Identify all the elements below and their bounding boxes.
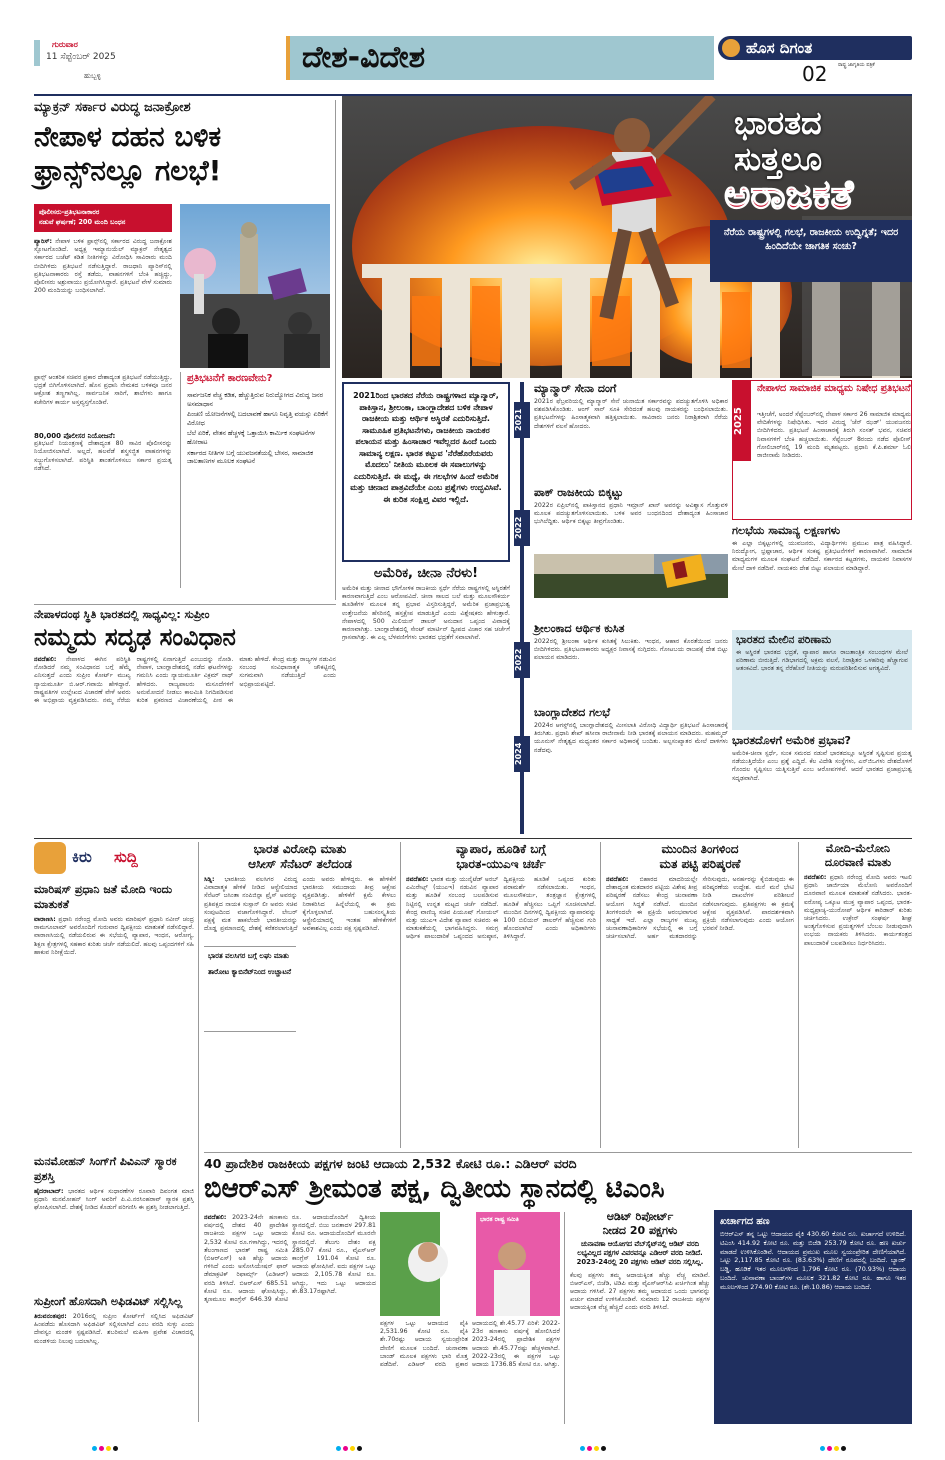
timeline-item: [514, 706, 728, 834]
red-box-line-2: ನಡುವೆ ಘರ್ಷಣೆ; 200 ಮಂದಿ ಬಂಧನ: [39, 218, 126, 226]
nepal-box: [732, 380, 912, 520]
timeline-item: [514, 622, 728, 702]
lead-dateline: ಪ್ಯಾರಿಸ್:: [34, 238, 53, 245]
intro-box: [342, 382, 510, 562]
lead-headline-1: ನೇಪಾಳ ದಹನ ಬಳಿಕ: [34, 120, 222, 153]
suddi-label: ಸುದ್ದಿ: [114, 848, 138, 866]
expense-box: [714, 1210, 912, 1424]
mid-kicker: ವ್ಯಾಪಾರ, ಹೂಡಿಕೆ ಬಗ್ಗೆ: [456, 842, 546, 856]
impact-title: ಭಾರತದ ಮೇಲಿನ ಪರಿಣಾಮ: [736, 634, 832, 646]
us-china-body: ಅಮೆರಿಕ ಮತ್ತು ಚೀನಾದ ಭೌಗೋಳಿಕ ರಾಜಕೀಯ ಸ್ಪರ್ಧೆ ನೆರೆಯ ರಾಷ್ಟ್ರಗಳಲ್ಲಿ ಅಸ್ಥಿರತೆಗೆ ಕಾರಣವಾಗುತ್ತಿದೆ ಎಂಬ ಆರೋಪವಿದೆ. ಚೀನಾ ಸಾಲದ ಬಲೆ ಮತ್ತು ಮೂಲಸೌಕರ್ಯ ಹೂಡಿಕೆಗಳ ಮೂಲಕ ತನ್ನ ಪ್ರಭಾವ ವಿಸ್ತರಿಸುತ್ತಿದ್ದರೆ, ಅಮೆರಿಕ ಪ್ರಜಾಪ್ರಭುತ್ವ ಉತ್ತೇಜನೆಯ ಹೆಸರಿನಲ್ಲಿ ಹಸ್ತಕ್ಷೇಪ ಮಾಡುತ್ತಿದೆ ಎಂದು ವಿಶ್ಲೇಷಕರು ಹೇಳುತ್ತಾರೆ. ನೇಪಾಳದಲ್ಲಿ 500 ಮಿಲಿಯನ್ ಡಾಲರ್ ಅನುದಾನ ಒಪ್ಪಂದ ವಿವಾದಕ್ಕೆ ಕಾರಣವಾಗಿತ್ತು. ಬಾಂಗ್ಲಾದೇಶದಲ್ಲಿ ಸೇಂಟ್ ಮಾರ್ಟಿನ್ ದ್ವೀಪದ ವಿಚಾರ ಸಹ ಚರ್ಚೆಗೆ ಗ್ರಾಸವಾಗಿತ್ತು. ಈ ಎಲ್ಲ ಬೆಳವಣಿಗೆಗಳು ಭಾರತದ ಭದ್ರತೆಗೆ ಸವಾಲಾಗಿವೆ.: [342, 585, 510, 642]
lead-body-3: [34, 432, 172, 554]
pullquote-a: ಭಾರತ ವಲಸಿಗರ ಬಗ್ಗೆ ಲಘು ಮಾತು: [208, 952, 289, 960]
red-box-line-1: ಪೊಲೀಸರು-ಪ್ರತಿಭಟನಾಕಾರರ: [39, 208, 100, 216]
mid-article: [204, 842, 396, 1148]
brs-photo: [380, 1212, 560, 1316]
us-china-article: [342, 566, 510, 836]
nepal-year-tab: 2025: [733, 381, 751, 461]
brief-title: ಸುಪ್ರೀಂಗೆ ಹೊಸದಾಗಿ ಅಫಿಡವಿಟ್ ಸಲ್ಲಿಸಿಲ್ಲ: [34, 1295, 183, 1308]
lead-body: [34, 238, 172, 372]
mid-body-text: ಪ್ರಧಾನಿ ನರೇಂದ್ರ ಮೋದಿ ಅವರು ಇಟಲಿ ಪ್ರಧಾನಿ ಜಾರ್ಜಿಯಾ ಮೆಲೋನಿ ಅವರೊಂದಿಗೆ ದೂರವಾಣಿ ಮೂಲಕ ಮಾತುಕತೆ ನಡೆಸಿದರು. ಭಾರತ-ಐರೋಪ್ಯ ಒಕ್ಕೂಟ ಮುಕ್ತ ವ್ಯಾಪಾರ ಒಪ್ಪಂದ, ಭಾರತ-ಮಧ್ಯಪ್ರಾಚ್ಯ-ಯುರೋಪ್ ಆರ್ಥಿಕ ಕಾರಿಡಾರ್ ಕುರಿತು ಚರ್ಚಿಸಿದರು. ಉಕ್ರೇನ್ ಸಂಘರ್ಷ ಶೀಘ್ರ ಅಂತ್ಯಗೊಳಿಸುವ ಪ್ರಯತ್ನಗಳಿಗೆ ಬೆಂಬಲ ನೀಡುವುದಾಗಿ ಉಭಯ ನಾಯಕರು ತಿಳಿಸಿದರು. ಕಾರ್ಯತಂತ್ರದ ಪಾಲುದಾರಿಕೆ ಬಲಪಡಿಸಲು ನಿರ್ಧರಿಸಿದರು.: [804, 874, 912, 947]
timeline-title: ಮ್ಯಾನ್ಮಾರ್ ಸೇನಾ ದಂಗೆ: [534, 382, 617, 395]
mid-dateline: ಸಿಡ್ನಿ:: [204, 876, 215, 883]
timeline-item: [514, 486, 728, 596]
hero-feature: [342, 96, 912, 378]
common-features-title: ಗಲಭೆಯ ಸಾಮಾನ್ಯ ಲಕ್ಷಣಗಳು: [732, 524, 841, 537]
brs-article: [204, 1156, 912, 1426]
date-block: [34, 40, 282, 90]
timeline-title: ಪಾಕ್ ರಾಜಕೀಯ ಬಿಕ್ಕಟ್ಟು: [534, 486, 624, 499]
why-point: ಪಿಂಚಣಿ ಯೋಜನೆಗಳಲ್ಲಿ ಬದಲಾವಣೆ ಹಾಗೂ ನಿವೃತ್ತಿ ವಯಸ್ಸು ಏರಿಕೆಗೆ ವಿರೋಧ: [187, 410, 328, 427]
date-label: 11 ಸೆಪ್ಟೆಂಬರ್ 2025: [46, 52, 116, 62]
common-features: [732, 524, 912, 628]
expense-title: ಖರ್ಚಾಗದ ಹಣ: [720, 1216, 770, 1227]
kiru-suddi: [34, 842, 194, 1422]
mid-body: [606, 876, 794, 1148]
brief-body: [34, 1313, 194, 1397]
us-influence: [732, 734, 912, 834]
why-title: ಪ್ರತಿಭಟನೆಗೆ ಕಾರಣವೇನು?: [187, 373, 273, 384]
brs-body-mid: ಪಕ್ಷಗಳ ಒಟ್ಟು ಆದಾಯದ ಪೈಕಿ 2,531.96 ಕೋಟಿ ರೂ. ಪೈಕಿ ಶೇ.70ರಷ್ಟು ಆದಾಯ ಸ್ವಯಂಪ್ರೇರಿತ ದೇಣಿಗೆ ಮೂಲಕ ಬಂದಿದೆ. ಚುನಾವಣಾ ಬಾಂಡ್ ಮೂಲಕ ಪಕ್ಷಗಳು ಭಾರಿ ಮೊತ್ತ ಪಡೆದಿವೆ. ಎಡಿಆರ್ ವರದಿ ಪ್ರಕಾರ ಆದಾಯದಲ್ಲಿ ಶೇ.45.77 ಏರಿಕೆ: 2022-23ರ ಹಣಕಾಸು ವರ್ಷಕ್ಕೆ ಹೋಲಿಸಿದರೆ 2023-24ರಲ್ಲಿ ಪ್ರಾದೇಶಿಕ ಪಕ್ಷಗಳ ಆದಾಯ ಶೇ.45.77ರಷ್ಟು ಹೆಚ್ಚಳವಾಗಿದೆ. 2022-23ರಲ್ಲಿ ಈ ಪಕ್ಷಗಳ ಒಟ್ಟು ಆದಾಯ 1736.85 ಕೋಟಿ ರೂ. ಆಗಿತ್ತು.: [380, 1320, 560, 1369]
hero-title-2: ಸುತ್ತಲೂ: [734, 140, 823, 178]
intro-text: 2021ರಿಂದ ಭಾರತದ ನೆರೆಯ ರಾಷ್ಟ್ರಗಳಾದ ಮ್ಯಾನ್ಮಾರ್, ಪಾಕಿಸ್ತಾನ, ಶ್ರೀಲಂಕಾ, ಬಾಂಗ್ಲಾದೇಶದ ಬಳಿಕ ನೇಪಾಳ ರಾಜಕೀಯ ಮತ್ತು ಆರ್ಥಿಕ ಅಸ್ಥಿರತೆ ಎದುರಿಸುತ್ತಿದೆ. ಸಾಮೂಹಿಕ ಪ್ರತಿಭಟನೆಗಳು, ರಾಜಕೀಯ ನಾಯಕರ ಪಲಾಯನ ಮತ್ತು ಹಿಂಸಾಚಾರ ಇವೆಲ್ಲದರ ಹಿಂದೆ ಒಂದು ಸಾಮಾನ್ಯ ಲಕ್ಷಣ. ಭಾರತ ಕಟ್ಟುವ 'ನೆರೆಹೊರೆಯವರು ಮೊದಲು' ನೀತಿಯ ಮೂಲಕ ಈ ಸವಾಲುಗಳನ್ನು ಎದುರಿಸುತ್ತಿದೆ. ಈ ಮಧ್ಯೆ, ಈ ಗಲಭೆಗಳ ಹಿಂದೆ ಅಮೆರಿಕ ಮತ್ತು ಚೀನಾದ ಪಾತ್ರವಿದೆಯೇ ಎಂಬ ಪ್ರಶ್ನೆಗಳು ಉದ್ಭವಿಸಿವೆ. ಈ ಕುರಿತ ಸಂಕ್ಷಿಪ್ತ ವಿವರ ಇಲ್ಲಿದೆ.: [350, 391, 502, 504]
constitution-body-text: ನೇಪಾಳದ ಈಗಿನ ಪರಿಸ್ಥಿತಿ ನೋಡಿದರೆ ನಮ್ಮ ಸಂವಿಧಾನದ ಬಗ್ಗೆ ಹೆಮ್ಮೆ ಎನಿಸುತ್ತದೆ ಎಂದು ಸುಪ್ರೀಂ ಕೋರ್ಟ್ ಮುಖ್ಯ ನ್ಯಾಯಮೂರ್ತಿ ಬಿ.ಆರ್.ಗವಾಯಿ ಹೇಳಿದ್ದಾರೆ. ರಾಷ್ಟ್ರಪತಿಗಳ ಉಲ್ಲೇಖದ ವಿಚಾರಣೆ ವೇಳೆ ಅವರು ಈ ಅಭಿಪ್ರಾಯ ವ್ಯಕ್ತಪಡಿಸಿದರು. ನಮ್ಮ ನೆರೆಯ ರಾಷ್ಟ್ರಗಳಲ್ಲಿ ಏನಾಗುತ್ತಿದೆ ಎಂಬುದನ್ನು ನೋಡಿ. ನೇಪಾಳ, ಬಾಂಗ್ಲಾದೇಶದಲ್ಲಿ ನಡೆದ ಘಟನೆಗಳನ್ನು ಗಮನಿಸಿ ಎಂದು ನ್ಯಾಯಮೂರ್ತಿ ವಿಕ್ರಮ್ ನಾಥ್ ಹೇಳಿದರು. ರಾಜ್ಯಪಾಲರು ಮಸೂದೆಗಳಿಗೆ ಅನುಮೋದನೆ ನೀಡಲು ಕಾಲಮಿತಿ ನಿಗದಿಪಡಿಸುವ ಕುರಿತ ಪ್ರಕರಣದ ವಿಚಾರಣೆಯಲ್ಲಿ ಪೀಠ ಈ ಮಾತು ಹೇಳಿದೆ. ಕೇಂದ್ರ ಮತ್ತು ರಾಜ್ಯಗಳ ನಡುವಿನ ಸಂಬಂಧ ಸಂವಿಧಾನಾತ್ಮಕ ಚೌಕಟ್ಟಿನಲ್ಲಿ ಸುಗಮವಾಗಿ ನಡೆಯುತ್ತಿದೆ ಎಂದು ಅಭಿಪ್ರಾಯಪಟ್ಟಿದೆ.: [34, 656, 336, 705]
mid-dateline: ನವದೆಹಲಿ:: [606, 876, 629, 883]
lead-article: [34, 100, 330, 600]
adr-box: [570, 1210, 710, 1424]
mid-kicker: ಭಾರತ ವಿರೋಧಿ ಮಾತು: [253, 842, 347, 856]
timeline-body: 2021ರ ಫೆಬ್ರವರಿಯಲ್ಲಿ ಮ್ಯಾನ್ಮಾರ್ ಸೇನೆ ಚುನಾಯಿತ ಸರ್ಕಾರವನ್ನು ಪದಚ್ಯುತಗೊಳಿಸಿ ಅಧಿಕಾರ ವಶಪಡಿಸಿಕೊಂಡಿತು. ಆಂಗ್ ಸಾನ್ ಸೂಕಿ ಸೇರಿದಂತೆ ಹಲವು ನಾಯಕರನ್ನು ಬಂಧಿಸಲಾಯಿತು. ಪ್ರತಿಭಟನೆಗಳನ್ನು ಹಿಂಸಾತ್ಮಕವಾಗಿ ಹತ್ತಿಕ್ಕಲಾಯಿತು. ಸಾವಿರಾರು ಜನರು ನಿರಾಶ್ರಿತರಾಗಿ ನೆರೆಯ ದೇಶಗಳಿಗೆ ವಲಸೆ ಹೋದರು.: [534, 398, 728, 430]
hero-title-1: ಭಾರತದ: [734, 104, 822, 142]
mid-dateline: ನವದೆಹಲಿ:: [406, 876, 429, 883]
mid-headline: ದೂರವಾಣಿ ಮಾತು: [824, 856, 892, 869]
logo-icon: [722, 39, 740, 57]
brief-title: ಮನಮೋಹನ್ ಸಿಂಗ್‌ಗೆ ಪಿವಿಎನ್ ಸ್ಮಾರಕ ಪ್ರಶಸ್ತಿ: [34, 1155, 177, 1183]
brs-dateline: ನವದೆಹಲಿ:: [204, 1214, 227, 1221]
paper-logo: [718, 36, 912, 88]
mid-headline: ಆಸೀಸ್ ಸೆನೆಟರ್ ತಲೆದಂಡ: [248, 857, 352, 871]
mid-body-text: ಬಿಹಾರದ ಮಾದರಿಯಲ್ಲೇ ದೇಶಾದ್ಯಂತ ಮತದಾರರ ಪಟ್ಟಿಯ ವಿಶೇಷ ತೀವ್ರ ಪರಿಷ್ಕರಣೆ ನಡೆಸಲು ಕೇಂದ್ರ ಚುನಾವಣಾ ಆಯೋಗ ಸಿದ್ಧತೆ ನಡೆಸಿದೆ. ಮುಂದಿನ ತಿಂಗಳಿಂದಲೇ ಈ ಪ್ರಕ್ರಿಯೆ ಆರಂಭವಾಗುವ ಸಾಧ್ಯತೆ ಇದೆ. ಎಲ್ಲಾ ರಾಜ್ಯಗಳ ಮುಖ್ಯ ಚುನಾವಣಾಧಿಕಾರಿಗಳ ಸಭೆಯಲ್ಲಿ ಈ ಬಗ್ಗೆ ಚರ್ಚಿಸಲಾಗಿದೆ. ಅರ್ಹ ಮತದಾರರನ್ನು ಸೇರಿಸುವುದು, ಅನರ್ಹರನ್ನು ಕೈಬಿಡುವುದು ಈ ಪರಿಷ್ಕರಣೆಯ ಉದ್ದೇಶ. ಮನೆ ಮನೆ ಭೇಟಿ ನೀಡಿ ದಾಖಲೆಗಳ ಪರಿಶೀಲನೆ ನಡೆಸಲಾಗುವುದು. ಪ್ರತಿಪಕ್ಷಗಳು ಈ ಕ್ರಮಕ್ಕೆ ಆಕ್ಷೇಪ ವ್ಯಕ್ತಪಡಿಸಿವೆ. ಪಾರದರ್ಶಕವಾಗಿ ಪ್ರಕ್ರಿಯೆ ನಡೆಸಲಾಗುವುದು ಎಂದು ಆಯೋಗ ಭರವಸೆ ನೀಡಿದೆ.: [606, 876, 794, 941]
brief-item: [34, 1154, 194, 1288]
brief-dateline: ಹೈದರಾಬಾದ್:: [34, 1188, 64, 1195]
masthead: [34, 36, 912, 92]
why-point: ಬೆಲೆ ಏರಿಕೆ, ವೇತನ ಹೆಚ್ಚಳಕ್ಕೆ ಒತ್ತಾಯಿಸಿ ಕಾರ್ಮಿಕ ಸಂಘಟನೆಗಳ ಹೋರಾಟ: [187, 429, 315, 446]
print-registration-marks: [336, 1436, 364, 1455]
pullquote-b: ತಾರೋಟ ಕ್ಯಾಬಿನೆಟ್‌ನಿಂದ ಉಚ್ಚಾಟನೆ: [208, 968, 292, 976]
us-china-title: ಅಮೆರಿಕ, ಚೀನಾ ನೆರಳು!: [373, 566, 479, 581]
kiru-suddi-logo: [34, 842, 184, 878]
adr-body: ಕೆಲವು ಪಕ್ಷಗಳು ತಮ್ಮ ಆದಾಯಕ್ಕಿಂತ ಹೆಚ್ಚು ವೆಚ್ಚ ಮಾಡಿವೆ. ಬಿಆರ್‌ಎಸ್, ಬಿಜೆಡಿ, ಟಿಡಿಪಿ ಮತ್ತು ವೈಎಸ್‌ಆರ್‌ಸಿಪಿ ಖರ್ಚಿಗಿಂತ ಹೆಚ್ಚು ಆದಾಯ ಗಳಿಸಿವೆ. 27 ಪಕ್ಷಗಳು ತಮ್ಮ ಆದಾಯದ ಒಂದು ಭಾಗವನ್ನು ಖರ್ಚು ಮಾಡದೆ ಉಳಿಸಿಕೊಂಡಿವೆ. ಸುಮಾರು 12 ರಾಜಕೀಯ ಪಕ್ಷಗಳ ಆದಾಯಕ್ಕಿಂತ ವೆಚ್ಚ ಹೆಚ್ಚಿದೆ ಎಂದು ವರದಿ ತಿಳಿಸಿದೆ.: [570, 1271, 710, 1312]
constitution-body: [34, 656, 336, 832]
timeline-body: 2022ರ ಏಪ್ರಿಲ್‌ನಲ್ಲಿ ಪಾಕಿಸ್ತಾನದ ಪ್ರಧಾನಿ ಇಮ್ರಾನ್ ಖಾನ್ ಅವರನ್ನು ಅವಿಶ್ವಾಸ ಗೊತ್ತುವಳಿ ಮೂಲಕ ಪದಚ್ಯುತಗೊಳಿಸಲಾಯಿತು. ಬಳಿಕ ಅವರ ಬಂಧನದಿಂದ ದೇಶಾದ್ಯಂತ ಹಿಂಸಾಚಾರ ಭುಗಿಲೆದ್ದಿತು. ಆರ್ಥಿಕ ಬಿಕ್ಕಟ್ಟು ತೀವ್ರಗೊಂಡಿತು.: [534, 502, 728, 526]
adr-intro: ಚುನಾವಣಾ ಆಯೋಗದ ವೆಬ್‌ಸೈಟ್‌ನಲ್ಲಿ ಆಡಿಟ್ ವರದಿ ಲಭ್ಯವಿಲ್ಲದ ಪಕ್ಷಗಳ ವಿವರವನ್ನೂ ಎಡಿಆರ್ ವರದಿ ನೀಡಿದೆ. 2023-24ರಲ್ಲಿ 20 ಪಕ್ಷಗಳು ಆಡಿಟ್ ವರದಿ ಸಲ್ಲಿಸಿಲ್ಲ.: [576, 1240, 704, 1267]
mid-article: [804, 842, 912, 1148]
year-tab: 2022: [514, 642, 530, 678]
adr-title-b: ನೀಡದ 20 ಪಕ್ಷಗಳು: [602, 1224, 678, 1237]
party-leaders-image: [380, 1212, 560, 1316]
mid-body: [406, 876, 596, 1148]
timeline-body: 2024ರ ಆಗಸ್ಟ್‌ನಲ್ಲಿ ಬಾಂಗ್ಲಾದೇಶದಲ್ಲಿ ಮೀಸಲಾತಿ ವಿರೋಧಿ ವಿದ್ಯಾರ್ಥಿ ಪ್ರತಿಭಟನೆ ಹಿಂಸಾಚಾರಕ್ಕೆ ತಿರುಗಿತು. ಪ್ರಧಾನಿ ಶೇಖ್ ಹಸೀನಾ ರಾಜೀನಾಮೆ ನೀಡಿ ಭಾರತಕ್ಕೆ ಪಲಾಯನ ಮಾಡಿದರು. ಮಹಮ್ಮದ್ ಯೂನುಸ್ ನೇತೃತ್ವದ ಮಧ್ಯಂತರ ಸರ್ಕಾರ ಅಧಿಕಾರಕ್ಕೆ ಬಂದಿತು. ಅಲ್ಪಸಂಖ್ಯಾತರ ಮೇಲೆ ದಾಳಿಗಳು ನಡೆದವು.: [534, 722, 728, 754]
mid-headline: ಮತ ಪಟ್ಟಿ ಪರಿಷ್ಕರಣೆ: [659, 857, 741, 871]
why-box: [180, 372, 330, 588]
brs-body-text: 2023-24ನೇ ಹಣಕಾಸು ವರ್ಷದಲ್ಲಿ ದೇಶದ 40 ಪ್ರಾದೇಶಿಕ ರಾಜಕೀಯ ಪಕ್ಷಗಳ ಒಟ್ಟು ಆದಾಯ 2,532 ಕೋಟಿ ರೂ.ಗಳಾಗಿದ್ದು, ಇದರಲ್ಲಿ ತೆಲಂಗಾಣದ ಭಾರತ್ ರಾಷ್ಟ್ರ ಸಮಿತಿ (ಬಿಆರ್‌ಎಸ್) ಅತಿ ಹೆಚ್ಚು ಆದಾಯ ಗಳಿಸಿದೆ ಎಂದು ಅಸೋಸಿಯೇಷನ್ ಫಾರ್ ಡೆಮಾಕ್ರಟಿಕ್ ರಿಫಾರ್ಮ್ಸ್ (ಎಡಿಆರ್) ವರದಿ ತಿಳಿಸಿದೆ. ಬಿಆರ್‌ಎಸ್ 685.51 ಕೋಟಿ ರೂ. ಆದಾಯ ಘೋಷಿಸಿದ್ದು, ತೃಣಮೂಲ ಕಾಂಗ್ರೆಸ್ 646.39 ಕೋಟಿ ರೂ. ಆದಾಯದೊಂದಿಗೆ ದ್ವಿತೀಯ ಸ್ಥಾನದಲ್ಲಿದೆ. ಬಿಜು ಜನತಾದಳ 297.81 ಕೋಟಿ ರೂ. ಆದಾಯದೊಂದಿಗೆ ಮೂರನೇ ಸ್ಥಾನದಲ್ಲಿದೆ. ತೆಲುಗು ದೇಶಂ ಪಕ್ಷ 285.07 ಕೋಟಿ ರೂ., ವೈಎಸ್‌ಆರ್ ಕಾಂಗ್ರೆಸ್ 191.04 ಕೋಟಿ ರೂ. ಆದಾಯ ಘೋಷಿಸಿವೆ. ಐದು ಪಕ್ಷಗಳ ಒಟ್ಟು ಆದಾಯ 2,105.78 ಕೋಟಿ ರೂ. ಆಗಿದ್ದು, ಇದು ಒಟ್ಟು ಆದಾಯದ ಶೇ.83.17ರಷ್ಟಾಗಿದೆ.: [204, 1214, 376, 1304]
france-protest-image: [180, 204, 330, 368]
mid-body: [804, 874, 912, 1144]
why-point: ಸಾರ್ವಜನಿಕ ವೆಚ್ಚ ಕಡಿತ, ಹೆಚ್ಚುತ್ತಿರುವ ನಿರುದ್ಯೋಗದ ವಿರುದ್ಧ ಜನರ ಅಸಮಾಧಾನ: [187, 391, 323, 408]
constitution-kicker: ನೇಪಾಳದಂಥ ಸ್ಥಿತಿ ಭಾರತದಲ್ಲಿ ಸಾಧ್ಯವಿಲ್ಲ: ಸುಪ್ರೀಂ: [34, 608, 210, 621]
expense-body: ಬಿಆರ್‌ಎಸ್ ತನ್ನ ಒಟ್ಟು ಆದಾಯದ ಪೈಕಿ 430.60 ಕೋಟಿ ರೂ. ಖರ್ಚಾಗದೆ ಉಳಿದಿದೆ. ಟಿಎಂಸಿ 414.92 ಕೋಟಿ ರೂ. ಮತ್ತು ಬಿಜೆಡಿ 253.79 ಕೋಟಿ ರೂ. ಹಣ ಖರ್ಚು ಮಾಡದೆ ಉಳಿಸಿಕೊಂಡಿವೆ. ಆದಾಯದ ಪ್ರಮುಖ ಮೂಲ ಸ್ವಯಂಪ್ರೇರಿತ ದೇಣಿಗೆಯಾಗಿದೆ. ಒಟ್ಟು 2,117.85 ಕೋಟಿ ರೂ. (83.63%) ದೇಣಿಗೆ ರೂಪದಲ್ಲಿ ಬಂದಿದೆ. ಬ್ಯಾಂಕ್ ಬಡ್ಡಿ, ಹೂಡಿಕೆ ಇತರ ಮೂಲಗಳಿಂದ 1,796 ಕೋಟಿ ರೂ. (70.93%) ಆದಾಯ ಬಂದಿದೆ. ಚುನಾವಣಾ ಬಾಂಡ್‌ಗಳ ಮೂಲಕ 321.82 ಕೋಟಿ ರೂ. ಹಾಗೂ ಇತರ ಮೂಲಗಳಿಂದ 274.90 ಕೋಟಿ ರೂ. (ಶೇ.10.86) ಆದಾಯ ಬಂದಿದೆ.: [720, 1230, 906, 1291]
kiru-suddi-icon: [34, 842, 66, 874]
year-tab: 2021: [514, 402, 530, 438]
day-label: ಗುರುವಾರ: [52, 40, 78, 49]
brief-dateline: ತಿರುವನಂತಪುರ:: [34, 1313, 67, 1320]
timeline-title: ಬಾಂಗ್ಲಾದೇಶದ ಗಲಭೆ: [534, 706, 611, 719]
mid-body-text: ಭಾರತ ಮತ್ತು ಯುನೈಟೆಡ್ ಅರಬ್ ಎಮಿರೇಟ್ಸ್ (ಯುಎಇ) ನಡುವಿನ ವ್ಯಾಪಾರ ಮತ್ತು ಹೂಡಿಕೆ ಸಂಬಂಧ ಬಲಪಡಿಸುವ ನಿಟ್ಟಿನಲ್ಲಿ ಉನ್ನತ ಮಟ್ಟದ ಚರ್ಚೆ ನಡೆದಿದೆ. ಕೇಂದ್ರ ವಾಣಿಜ್ಯ ಸಚಿವ ಪಿಯೂಷ್ ಗೋಯಲ್ ಮತ್ತು ಯುಎಇ ವಿದೇಶ ವ್ಯಾಪಾರ ಸಚಿವರು ಈ ಮಾತುಕತೆಯಲ್ಲಿ ಭಾಗವಹಿಸಿದ್ದರು. ಸಮಗ್ರ ಆರ್ಥಿಕ ಪಾಲುದಾರಿಕೆ ಒಪ್ಪಂದದ ಅನುಷ್ಠಾನ, ದ್ವಿಪಕ್ಷೀಯ ಹೂಡಿಕೆ ಒಪ್ಪಂದ ಕುರಿತು ಪರಾಮರ್ಶೆ ನಡೆಸಲಾಯಿತು. ಇಂಧನ, ಮೂಲಸೌಕರ್ಯ, ತಂತ್ರಜ್ಞಾನ ಕ್ಷೇತ್ರಗಳಲ್ಲಿ ಹೂಡಿಕೆ ಹೆಚ್ಚಿಸಲು ಒಪ್ಪಿಗೆ ಸೂಚಿಸಲಾಗಿದೆ. ಮುಂದಿನ ದಿನಗಳಲ್ಲಿ ದ್ವಿಪಕ್ಷೀಯ ವ್ಯಾಪಾರವನ್ನು 100 ಬಿಲಿಯನ್ ಡಾಲರ್‌ಗೆ ಹೆಚ್ಚಿಸುವ ಗುರಿ ಹೊಂದಲಾಗಿದೆ ಎಂದು ಅಧಿಕಾರಿಗಳು ತಿಳಿಸಿದ್ದಾರೆ.: [406, 876, 596, 941]
mid-dateline: ನವದೆಹಲಿ:: [804, 874, 827, 881]
page-number: 02: [802, 62, 828, 86]
brief-body-text: 2016ರಲ್ಲಿ ಸುಪ್ರೀಂ ಕೋರ್ಟ್‌ಗೆ ಸಲ್ಲಿಸಿದ ಅಫಿಡವಿಟ್ ಹಿಂಪಡೆದು ಹೊಸದಾಗಿ ಅಫಿಡವಿಟ್ ಸಲ್ಲಿಸಲಾಗಿದೆ ಎಂಬ ವರದಿ ಸುಳ್ಳು ಎಂದು ದೇವಸ್ವಂ ಮಂಡಳಿ ಸ್ಪಷ್ಟಪಡಿಸಿದೆ. ಶಬರಿಮಲೆ ಮಹಿಳಾ ಪ್ರವೇಶ ವಿಚಾರದಲ್ಲಿ ಮಂಡಳಿಯ ನಿಲುವು ಬದಲಾಗಿಲ್ಲ.: [34, 1313, 194, 1345]
lead-body-3-text: ಪ್ರತಿಭಟನೆ ನಿಯಂತ್ರಣಕ್ಕೆ ದೇಶಾದ್ಯಂತ 80 ಸಾವಿರ ಪೊಲೀಸರನ್ನು ನಿಯೋಜಿಸಲಾಗಿದೆ. ಅಲ್ಲದೆ, ಹಲವೆಡೆ ಶಸ್ತ್ರಸಜ್ಜಿತ ವಾಹನಗಳನ್ನು ಸಜ್ಜುಗೊಳಿಸಲಾಗಿದೆ. ಪರಿಸ್ಥಿತಿ ಶಾಂತಗೊಳಿಸಲು ಸರ್ಕಾರ ಪ್ರಯತ್ನ ನಡೆಸಿದೆ.: [34, 440, 172, 472]
hero-subtitle: ನೆರೆಯ ರಾಷ್ಟ್ರಗಳಲ್ಲಿ ಗಲಭೆ, ರಾಜಕೀಯ ಉದ್ವಿಗ್ನತೆ; ಇದರ ಹಿಂದಿದೆಯೇ ಜಾಗತಿಕ ಸಂಚು?: [723, 227, 899, 252]
paper-name: ಹೊಸ ದಿಗಂತ: [746, 39, 813, 57]
brs-kicker: 40 ಪ್ರಾದೇಶಿಕ ರಾಜಕೀಯ ಪಕ್ಷಗಳ ಜಂಟಿ ಆದಾಯ 2,532 ಕೋಟಿ ರೂ.: ಎಡಿಆರ್ ವರದಿ: [204, 1156, 577, 1171]
why-point: ಸರ್ಕಾರದ ನೀತಿಗಳ ಬಗ್ಗೆ ಯುವಜನತೆಯಲ್ಲಿ ಬೇಸರ, ಸಾಮಾಜಿಕ ಜಾಲತಾಣಗಳ ಮೂಲಕ ಸಂಘಟನೆ: [187, 448, 313, 466]
city-label: ಹುಬ್ಬಳ್ಳಿ: [84, 72, 101, 80]
brief-title: ಮಾರಿಷಸ್ ಪ್ರಧಾನಿ ಜತೆ ಮೋದಿ ಇಂದು ಮಾತುಕತೆ: [34, 883, 173, 911]
why-points: [187, 391, 330, 466]
brief-dateline: ವಾರಾಣಸಿ:: [34, 916, 56, 923]
brs-headline: ಬಿಆರ್‌ಎಸ್ ಶ್ರೀಮಂತ ಪಕ್ಷ, ದ್ವಿತೀಯ ಸ್ಥಾನದಲ್ಲಿ ಟಿಎಂಸಿ: [204, 1174, 665, 1204]
mid-article: [406, 842, 596, 1148]
mid-article: [606, 842, 794, 1148]
constitution-headline: ನಮ್ಮದು ಸದೃಢ ಸಂವಿಧಾನ: [34, 623, 236, 651]
mid-kicker: ಮುಂದಿನ ತಿಂಗಳಿಂದ: [661, 842, 739, 856]
impact-box: [732, 630, 912, 730]
brs-body: [204, 1214, 376, 1424]
us-influence-title: ಭಾರತದೊಳಗೆ ಅಮೆರಿಕ ಪ್ರಭಾವ?: [732, 734, 851, 747]
mid-headline: ಭಾರತ-ಯುಎಇ ಚರ್ಚೆ: [456, 857, 546, 871]
brief-body-text: ಪ್ರಧಾನಿ ನರೇಂದ್ರ ಮೋದಿ ಅವರು ಮಾರಿಷಸ್ ಪ್ರಧಾನಿ ನವೀನ್ ಚಂದ್ರ ರಾಮಗೂಲಾಮ್ ಅವರೊಂದಿಗೆ ಗುರುವಾರ ದ್ವಿಪಕ್ಷೀಯ ಮಾತುಕತೆ ನಡೆಸಲಿದ್ದಾರೆ. ವಾರಾಣಸಿಯಲ್ಲಿ ನಡೆಯಲಿರುವ ಈ ಸಭೆಯಲ್ಲಿ ವ್ಯಾಪಾರ, ಇಂಧನ, ಆರೋಗ್ಯ, ಶಿಕ್ಷಣ ಕ್ಷೇತ್ರಗಳಲ್ಲಿ ಸಹಕಾರ ಕುರಿತು ಚರ್ಚೆ ನಡೆಯಲಿದೆ. ಹಲವು ಒಪ್ಪಂದಗಳಿಗೆ ಸಹಿ ಹಾಕುವ ನಿರೀಕ್ಷೆಯಿದೆ.: [34, 916, 194, 956]
hero-title-3: ಅರಾಜಕತೆ: [724, 172, 854, 218]
constitution-article: [34, 608, 336, 836]
lanka-protest-photo: [534, 554, 728, 598]
brief-body: [34, 1188, 194, 1272]
lead-body-2: [34, 374, 172, 430]
lead-headline-2: ಫ್ರಾನ್ಸ್‌ನಲ್ಲೂ ಗಲಭೆ!: [34, 154, 222, 187]
lead-body-text: ನೇಪಾಳ ಬಳಿಕ ಫ್ರಾನ್ಸ್‌ನಲ್ಲಿ ಸರ್ಕಾರದ ವಿರುದ್ಧ ಜನಾಕ್ರೋಶ ಸ್ಫೋಟಗೊಂಡಿದೆ. ಅಧ್ಯಕ್ಷ ಇಮ್ಯಾನುಯೆಲ್ ಮ್ಯಾಕ್ರನ್ ನೇತೃತ್ವದ ಸರ್ಕಾರದ ಬಜೆಟ್ ಕಡಿತ ನೀತಿಗಳನ್ನು ವಿರೋಧಿಸಿ ಸಾವಿರಾರು ಮಂದಿ ಬೀದಿಗಿಳಿದು ಪ್ರತಿಭಟನೆ ನಡೆಸುತ್ತಿದ್ದಾರೆ. ರಾಜಧಾನಿ ಪ್ಯಾರಿಸ್‌ನಲ್ಲಿ ಪ್ರತಿಭಟನಾಕಾರರು ರಸ್ತೆ ತಡೆದು, ವಾಹನಗಳಿಗೆ ಬೆಂಕಿ ಹಚ್ಚಿದ್ದು, ಪೊಲೀಸರು ಅಶ್ರುವಾಯು ಪ್ರಯೋಗಿಸಿದ್ದಾರೆ. ಪ್ರತಿಭಟನೆ ವೇಳೆ ಸುಮಾರು 200 ಮಂದಿಯನ್ನು ಬಂಧಿಸಲಾಗಿದೆ.: [34, 238, 172, 295]
timeline-item: [514, 382, 728, 482]
timeline: [514, 382, 728, 834]
lead-red-box: [34, 204, 172, 232]
timeline-title: ಶ್ರೀಲಂಕಾದ ಆರ್ಥಿಕ ಕುಸಿತ: [534, 622, 625, 635]
brief-item: [34, 1294, 194, 1422]
us-influence-body: ಅಮೆರಿಕ-ಚೀನಾ ಸ್ಪರ್ಧೆ, ಸುಂಕ ಸಮರದ ನಡುವೆ ಭಾರತದಲ್ಲೂ ಅಸ್ಥಿರತೆ ಸೃಷ್ಟಿಸುವ ಪ್ರಯತ್ನ ನಡೆಯುತ್ತಿದೆಯೇ ಎಂಬ ಪ್ರಶ್ನೆ ಎದ್ದಿದೆ. ಕೆಲ ವಿದೇಶಿ ಸಂಸ್ಥೆಗಳು, ಎನ್‌ಜಿಒಗಳು ದೇಶದೊಳಗೆ ಗೊಂದಲ ಸೃಷ್ಟಿಸಲು ಯತ್ನಿಸುತ್ತಿವೆ ಎಂಬ ಆರೋಪಗಳಿವೆ. ಆದರೆ ಭಾರತದ ಪ್ರಜಾಪ್ರಭುತ್ವ ಸದೃಢವಾಗಿದೆ.: [732, 750, 912, 782]
kiru-label: ಕಿರು: [72, 848, 92, 866]
brief-item: [34, 882, 194, 1154]
timeline-body: 2022ರಲ್ಲಿ ಶ್ರೀಲಂಕಾ ಆರ್ಥಿಕ ಕುಸಿತಕ್ಕೆ ಸಿಲುಕಿತು. ಇಂಧನ, ಆಹಾರ ಕೊರತೆಯಿಂದ ಜನರು ಬೀದಿಗಿಳಿದರು. ಪ್ರತಿಭಟನಾಕಾರರು ಅಧ್ಯಕ್ಷರ ನಿವಾಸಕ್ಕೆ ನುಗ್ಗಿದರು. ಗೋಟಬಯ ರಾಜಪಕ್ಸೆ ದೇಶ ಬಿಟ್ಟು ಪಲಾಯನ ಮಾಡಿದರು.: [534, 638, 728, 662]
nepal-box-body: ಇತ್ತೀಚೆಗೆ, ಅಂದರೆ ಸೆಪ್ಟೆಂಬರ್‌ನಲ್ಲಿ ನೇಪಾಳ ಸರ್ಕಾರ 26 ಸಾಮಾಜಿಕ ಮಾಧ್ಯಮ ವೇದಿಕೆಗಳನ್ನು ನಿಷೇಧಿಸಿತು. ಇದರ ವಿರುದ್ಧ 'ಜೆನ್ ಝಡ್' ಯುವಜನರು ಬೀದಿಗಿಳಿದರು. ಪ್ರತಿಭಟನೆ ಹಿಂಸಾಚಾರಕ್ಕೆ ತಿರುಗಿ ಸಂಸತ್ ಭವನ, ಸಚಿವರ ನಿವಾಸಗಳಿಗೆ ಬೆಂಕಿ ಹಚ್ಚಲಾಯಿತು. ಸೆಪ್ಟೆಂಬರ್ 8ರಂದು ನಡೆದ ಪೊಲೀಸ್ ಗೋಲಿಬಾರ್‌ನಲ್ಲಿ 19 ಮಂದಿ ಮೃತಪಟ್ಟರು. ಪ್ರಧಾನಿ ಕೆ.ಪಿ.ಶರ್ಮಾ ಓಲಿ ರಾಜೀನಾಮೆ ನೀಡಿದರು.: [757, 411, 911, 460]
lanka-protest-image: [534, 554, 728, 598]
print-registration-marks: [92, 1436, 120, 1455]
lead-body-2-text: ಫ್ರಾನ್ಸ್ ಆಂತರಿಕ ಸಚಿವರ ಪ್ರಕಾರ ದೇಶಾದ್ಯಂತ ಪ್ರತಿಭಟನೆ ನಡೆಯುತ್ತಿದ್ದು, ಭದ್ರತೆ ಬಿಗಿಗೊಳಿಸಲಾಗಿದೆ. ಹೊಸ ಪ್ರಧಾನಿ ನೇಮಕದ ಬಳಿಕವೂ ಜನರ ಆಕ್ರೋಶ ತಣ್ಣಗಾಗಿಲ್ಲ. ಸಾರ್ವಜನಿಕ ಸಾರಿಗೆ, ಶಾಲೆಗಳು ಹಾಗೂ ಕಚೇರಿಗಳ ಕಾರ್ಯ ಅಸ್ತವ್ಯಸ್ತಗೊಂಡಿವೆ.: [34, 374, 172, 406]
paper-tagline: ರಾಷ್ಟ್ರ ಜಾಗೃತಿಯ ಪತ್ರಿಕೆ: [838, 62, 875, 68]
party-label: ಭಾರತ ರಾಷ್ಟ್ರ ಸಮಿತಿ: [480, 1216, 519, 1223]
year-tab: 2024: [514, 736, 530, 772]
section-title-box: [286, 36, 714, 80]
brief-body: [34, 916, 194, 1132]
mid-kicker: ಮೋದಿ-ಮೆಲೋನಿ: [825, 842, 891, 855]
hero-subtitle-box: [710, 220, 912, 282]
mid-body-text: ಭಾರತೀಯ ವಲಸಿಗರ ವಿರುದ್ಧ ವಿವಾದಾತ್ಮಕ ಹೇಳಿಕೆ ನೀಡಿದ ಆಸ್ಟ್ರೇಲಿಯಾದ ಸೆನೆಟರ್ ಜಸಿಂತಾ ನಂಪಿಜಿನ್ಪಾ ಪ್ರೈಸ್ ಅವರನ್ನು ಪ್ರತಿಪಕ್ಷದ ನಾಯಕ ಸುಸ್ಸಾನ್ ಲೀ ಅವರು ಸಚಿವ ಸಂಪುಟದಿಂದ ವಜಾಗೊಳಿಸಿದ್ದಾರೆ. ಲೇಬರ್ ಪಕ್ಷಕ್ಕೆ ಮತ ಹಾಕಲೆಂದೇ ಭಾರತೀಯರನ್ನು ದೊಡ್ಡ ಪ್ರಮಾಣದಲ್ಲಿ ದೇಶಕ್ಕೆ ಕರೆತರಲಾಗುತ್ತಿದೆ ಎಂದು ಅವರು ಹೇಳಿದ್ದರು. ಈ ಹೇಳಿಕೆಗೆ ಭಾರತೀಯ ಸಮುದಾಯ ತೀವ್ರ ಆಕ್ಷೇಪ ವ್ಯಕ್ತಪಡಿಸಿತ್ತು. ಹೇಳಿಕೆಗೆ ಕ್ಷಮೆ ಕೇಳಲು ನಿರಾಕರಿಸಿದ ಹಿನ್ನೆಲೆಯಲ್ಲಿ ಈ ಕ್ರಮ ಕೈಗೊಳ್ಳಲಾಗಿದೆ. ಬಹುಸಂಸ್ಕೃತಿಯ ಆಸ್ಟ್ರೇಲಿಯಾದಲ್ಲಿ ಇಂತಹ ಹೇಳಿಕೆಗಳಿಗೆ ಅವಕಾಶವಿಲ್ಲ ಎಂದು ಪಕ್ಷ ಸ್ಪಷ್ಟಪಡಿಸಿದೆ.: [204, 876, 396, 933]
lead-kicker: ಮ್ಯಾಕ್ರನ್ ಸರ್ಕಾರ ವಿರುದ್ಧ ಜನಾಕ್ರೋಶ: [34, 100, 191, 115]
police-line: 80,000 ಪೊಲೀಸರ ನಿಯೋಜನೆ:: [34, 432, 116, 440]
pullquote-box: [204, 946, 296, 1032]
common-features-body: ಈ ಎಲ್ಲಾ ಬಿಕ್ಕಟ್ಟುಗಳಲ್ಲಿ ಯುವಜನರು, ವಿದ್ಯಾರ್ಥಿಗಳು ಪ್ರಮುಖ ಪಾತ್ರ ವಹಿಸಿದ್ದಾರೆ. ನಿರುದ್ಯೋಗ, ಭ್ರಷ್ಟಾಚಾರ, ಆರ್ಥಿಕ ಸಂಕಷ್ಟ ಪ್ರತಿಭಟನೆಗಳಿಗೆ ಕಾರಣವಾಗಿವೆ. ಸಾಮಾಜಿಕ ಮಾಧ್ಯಮಗಳ ಮೂಲಕ ಸಂಘಟನೆ ನಡೆದಿದೆ. ಸರ್ಕಾರದ ಕಟ್ಟಡಗಳು, ನಾಯಕರ ನಿವಾಸಗಳ ಮೇಲೆ ದಾಳಿ ನಡೆದಿವೆ. ನಾಯಕರು ದೇಶ ಬಿಟ್ಟು ಪಲಾಯನ ಮಾಡಿದ್ದಾರೆ.: [732, 540, 912, 572]
france-protest-photo: [180, 204, 330, 368]
adr-title-a: ಆಡಿಟ್ ರಿಪೋರ್ಟ್: [606, 1210, 674, 1223]
constitution-dateline: ನವದೆಹಲಿ:: [34, 656, 57, 663]
section-title: ದೇಶ-ವಿದೇಶ: [302, 40, 426, 75]
nepal-box-title: ನೇಪಾಳದ ಸಾಮಾಜಿಕ ಮಾಧ್ಯಮ ನಿಷೇಧ ಪ್ರತಿಭಟನೆ: [757, 383, 911, 394]
impact-body: ಈ ಅಸ್ಥಿರತೆ ಭಾರತದ ಭದ್ರತೆ, ವ್ಯಾಪಾರ ಹಾಗೂ ರಾಜತಾಂತ್ರಿಕ ಸಂಬಂಧಗಳ ಮೇಲೆ ಪರಿಣಾಮ ಬೀರುತ್ತಿದೆ. ಗಡಿಭಾಗದಲ್ಲಿ ಅಕ್ರಮ ವಲಸೆ, ನಿರಾಶ್ರಿತರ ಒಳಹರಿವು ಹೆಚ್ಚಾಗುವ ಆತಂಕವಿದೆ. ಭಾರತ ತನ್ನ ನೆರೆಹೊರೆ ನೀತಿಯನ್ನು ಮರುಪರಿಶೀಲಿಸುವ ಅಗತ್ಯವಿದೆ.: [736, 649, 908, 673]
year-tab: 2022: [514, 510, 530, 546]
print-registration-marks: [820, 1436, 848, 1455]
print-registration-marks: [580, 1436, 608, 1455]
brief-body-text: ಭಾರತದ ಆರ್ಥಿಕ ಸುಧಾರಣೆಗಳ ರೂವಾರಿ ದಿವಂಗತ ಮಾಜಿ ಪ್ರಧಾನಿ ಮನಮೋಹನ್ ಸಿಂಗ್ ಅವರಿಗೆ ಪಿ.ವಿ.ನರಸಿಂಹರಾವ್ ಸ್ಮಾರಕ ಪ್ರಶಸ್ತಿ ಘೋಷಿಸಲಾಗಿದೆ. ದೇಶಕ್ಕೆ ನೀಡಿದ ಕೊಡುಗೆ ಪರಿಗಣಿಸಿ ಈ ಪ್ರಶಸ್ತಿ ನೀಡಲಾಗುತ್ತಿದೆ.: [34, 1188, 194, 1212]
